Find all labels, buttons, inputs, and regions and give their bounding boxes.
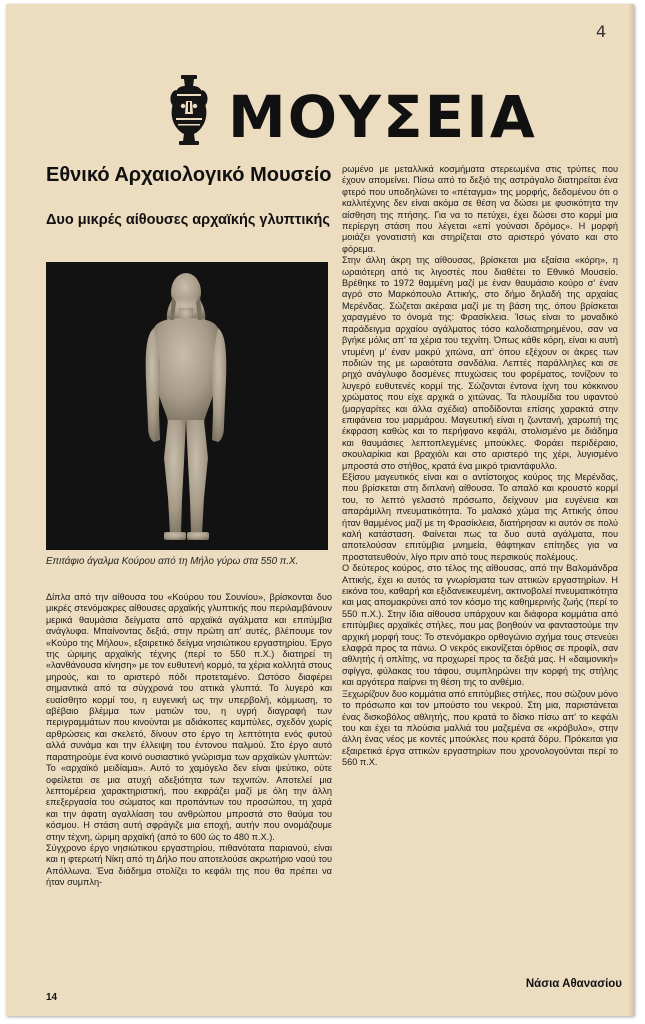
author-signature: Νάσια Αθανασίου — [525, 978, 622, 990]
kouros-statue-photo — [46, 262, 328, 550]
corner-page-mark: 4 — [596, 22, 607, 41]
right-text-column — [342, 164, 618, 769]
masthead-title: ΜΟΥΣΕΙΑ — [228, 83, 537, 151]
magazine-page — [6, 4, 634, 1016]
page-edge-shadow — [628, 4, 634, 1016]
article-subtitle: Δυο μικρές αίθουσες αρχαϊκής γλυπτικής — [46, 212, 330, 228]
page-number: 14 — [46, 992, 58, 1003]
amphora-icon — [168, 74, 210, 146]
body-paragraph: Ο δεύτερος κούρος, στο τέλος της αίθουσας, από την Βαλομάνδρα Αττικής, έχει κι αυτός τα γνωρίσματα των αττικών εργαστηρίων. Η εικόνα του, καθαρή και εξιδανεικευμένη, ακτινοβολεί πνευματικότητα και μας απομακρύνει από τον κόσμο της καθημερινής ζωής (περί το 550 π.Χ.). Στην ίδια αίθουσα υπάρχουν και διάφορα κομμάτια από επιτύμβιες αρχαϊκές στήλες, που μας βοηθούν να φανταστούμε την αρχική μορφή τους: Το στενόμακρο ορθογώνιο σχήμα τους στενεύει ελαφρά προς τα πάνω. Ο νεκρός εικονίζεται όρθιος σε προφίλ, σαν αθλητής ή οπλίτης, να προχωρεί προς τα δεξιά μας. Η «δαιμονική» σφίγγα, φύλακας του τάφου, συμπληρώνει την κορφή της στήλης και αργότερα παίρνει τη θέση της το ανθέμιο. — [342, 563, 618, 688]
left-text-column — [46, 592, 332, 889]
body-paragraph: ρωμένο με μεταλλικά κοσμήματα στερεωμένα στις τρύπες που έχουν απομείνει. Πίσω από το δεξιό της αστράγαλο διατηρείται ένα φτερό που υποδηλώνει το «πέταγμα» της μορφής, δεδομένου ότι ο καλλιτέχνης δεν είναι ακόμα σε θέση να δώσει με φυσικότητα την αίσθηση της πτήσης. Για να το πετύχει, έχει δώσει στο κορμί μια περίεργη στάση που λέγεται «επί γούνασι δρόμος». Η μορφή μοιάζει γονατιστή και στηρίζεται στο αριστερό γόνατο και στο φόρεμα. — [342, 164, 618, 254]
body-paragraph: Εξίσου μαγευτικός είναι και ο αντίστοιχος κούρος της Μερένδας, που βρίσκεται στη διπλανή αίθουσα. Το απαλό και κρουστό κορμί του, το λεπτό γελαστό πρόσωπο, δείχνουν μια ευγένεια και απαράμιλλη πνευματικότητα. Το μαλακό χώμα της Αττικής όπου ήταν θαμμένος μαζί με τη Φρασίκλεια, διατήρησαν κι αυτόν σε πολύ καλή κατάσταση. Φαίνεται πως τα δυο αυτά αγάλματα, που αποτελούσαν επιτύμβια μνημεία, θάφτηκαν επίτηδες για να προστατευθούν, λίγο πριν από τους περσικούς πολέμους. — [342, 471, 618, 562]
photo-caption: Επιτάφιο άγαλμα Κούρου από τη Μήλο γύρω στα 550 π.Χ. — [46, 556, 299, 567]
body-paragraph: Δίπλα από την αίθουσα του «Κούρου του Σουνίου», βρίσκονται δυο μικρές στενόμακρες αίθουσες αρχαϊκής γλυπτικής που περιλαμβάνουν μερικά θαυμάσια δείγματα από αρχαϊκά αγάλματα και επιτύμβια ανάγλυφα. Μπαίνοντας δεξιά, στην πρώτη απ' αυτές, βλέπουμε τον «Κούρο της Μήλου», εξαιρετικό δείγμα νησιώτικου εργαστηρίου. Έργο της ώριμης αρχαϊκής τέχνης (περί το 550 π.Χ.) διατηρεί τη «λανθάνουσα κίνηση» με τον ευθυτενή κορμό, τα χέρια κολλητά στους μηρούς, και το αριστερό πόδι προτεταμένο. Ωστόσο διαφέρει σημαντικά από τα σύγχρονά του αττικά γλυπτά. Το λυγερό και ευαίσθητο κορμί του, η ευγενική ως την υπερβολή, κόμμωση, το αβέβαιο βλέμμα των ματιών του, η υγρή διαγραφή των περιγραμμάτων που κινούνται με αδιάκοπες καμπύλες, σχεδόν χωρίς αρθρώσεις και σκελετό, δίνουν στο έργο τη λεπτότητα ενός φυτού αλλά συνάμα και την έλλειψη του έντονου παλμού. Στο έργο αυτό παρατηρούμε ένα κοινό ουσιαστικό γνώρισμα των αρχαϊκών γλυπτών: Το «αρχαϊκό μειδίαμα». Αυτό το χαμόγελο δεν είναι ψεύτικο, ούτε οφείλεται σε μια ατυχή αδεξιότητα των τεχνιτών. Αποτελεί μια λεπτομέρεια χαρακτηριστική, που εκφράζει μαζί με όλη την άλλη επεξεργασία του σώματος και προπάντων του προσώπου, τη χαρά και την άφατη αγαλλίαση του ανθρώπου μπροστά στο θαύμα του κόσμου. Η στάση αυτή σφράγιζε μια εποχή, αυτήν που ονομάζουμε στην τέχνη, ώριμη αρχαϊκή (από το 600 ώς το 480 π.Χ.). — [46, 592, 332, 842]
article-title: Εθνικό Αρχαιολογικό Μουσείο — [46, 164, 332, 186]
body-paragraph: Ξεχωρίζουν δυο κομμάτια από επιτύμβιες στήλες, που σώζουν μόνο το πρόσωπο και τον μπούστο του νεκρού. Στη μια, παριστάνεται ένας δισκοβόλος αθλητής, που κρατά το δίσκο πίσω απ' το κεφάλι του και έχει τα πλούσια μαλλιά του μαζεμένα σε «κρόβυλο», στην άλλη ένας νέος με κοντές μπούκλες που κρατά δόρυ. Πρόκειται για εξαιρετικά έργα αττικών εργαστηρίων που χρονολογούνται περί το 560 π.Χ. — [342, 688, 618, 768]
body-paragraph: Στην άλλη άκρη της αίθουσας, βρίσκεται μια εξαίσια «κόρη», η ωραιότερη από τις λιγοστές που διαθέτει το Εθνικό Μουσείο. Βρέθηκε το 1972 θαμμένη μαζί με έναν θαυμάσιο κούρο σ' έναν αγρό στο Μαρκόπουλο Αττικής, στο δήμο δηλαδή της αρχαίας Μερένδας. Σώζεται ακέραια μαζί με τη βάση της, όπου βρίσκεται χαραγμένο το όνομά της: Φρασίκλεια. Ίσως είναι το μοναδικό παράδειγμα αρχαίου αγάλματος τόσο καλοδιατηρημένου, σαν να βγήκε μόλις απ' τα χέρια του τεχνίτη. Όπως κάθε κόρη, είναι κι αυτή ντυμένη μ' έναν μακρύ χιτώνα, απ' όπου εξέχουν οι άκρες των ποδιών της με ωραιότατα σανδάλια. Λεπτές παράλληλες και σε ρηχό ανάγλυφο δοσμένες πτυχώσεις του φορέματος, τονίζουν το λυγερό ευθυτενές κορμί της. Σώζονται έντονα ίχνη του κόκκινου χρώματος που είχε αρχικά ο χιτώνας. Τα πλουμίδια του υφαντού (μαργαρίτες και άλλα σχέδια) αποδίδονται επίσης χαρακτά στην επιφάνεια του μαρμάρου. Μαγευτική είναι η ζωντανή, χαρωπή της έκφραση καθώς και το περήφανο κεφάλι, στολισμένο με διάδημα και θαυμάσιες λεπτοπλεγμένες μπούκλες. Φοράει περιδέραιο, σκουλαρίκια και βραχιόλι και στο αριστερό της χέρι, λυγισμένο μπροστά στο στήθος, κρατά ένα μικρό τριαντάφυλλο. — [342, 255, 618, 471]
body-paragraph: Σύγχρονο έργο νησιώτικου εργαστηρίου, πιθανότατα παριανού, είναι και η φτερωτή Νίκη από τη Δήλο που αποτελούσε ακρωτήριο ναού του Απόλλωνα. Ένα διάδημα στολίζει το κεφάλι της που θα πρέπει να ήταν συμπλη- — [46, 842, 332, 888]
